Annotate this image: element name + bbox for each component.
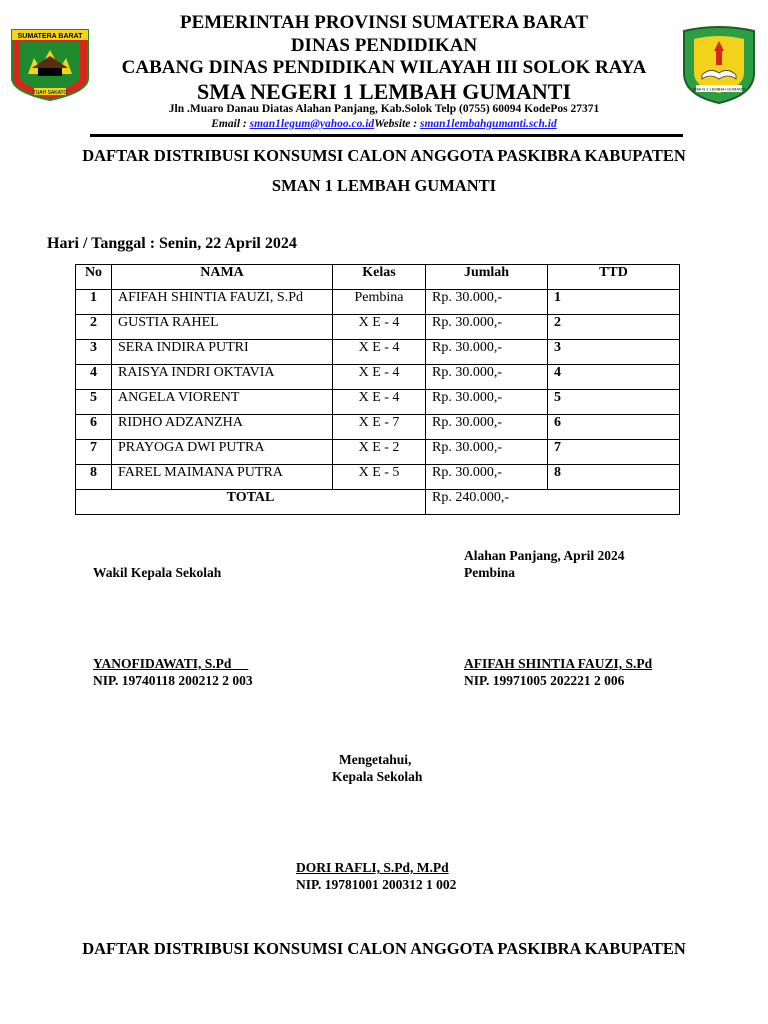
cell-nama: AFIFAH SHINTIA FAUZI, S.Pd — [112, 290, 333, 315]
cell-no: 5 — [76, 390, 112, 415]
cell-nama: SERA INDIRA PUTRI — [112, 340, 333, 365]
table-row — [76, 465, 680, 490]
vice-principal-name: YANOFIDAWATI, S.Pd — [93, 656, 249, 671]
distribution-table — [75, 264, 680, 515]
cell-ttd: 6 — [548, 415, 680, 440]
cell-nama: GUSTIA RAHEL — [112, 315, 333, 340]
email-link[interactable]: sman1legum@yahoo.co.id — [249, 118, 375, 130]
cell-jumlah: Rp. 30.000,- — [426, 290, 548, 315]
header-kelas: Kelas — [333, 265, 426, 290]
cell-no: 6 — [76, 415, 112, 440]
cell-kelas: X E - 4 — [333, 365, 426, 390]
vice-principal-role: Wakil Kepala Sekolah — [93, 565, 222, 580]
cell-kelas: X E - 4 — [333, 390, 426, 415]
cell-no: 8 — [76, 465, 112, 490]
letterhead-school-name: SMA NEGERI 1 LEMBAH GUMANTI — [196, 79, 572, 104]
cell-ttd: 5 — [548, 390, 680, 415]
cell-jumlah: Rp. 30.000,- — [426, 390, 548, 415]
cell-jumlah: Rp. 30.000,- — [426, 365, 548, 390]
letterhead-contact — [0, 118, 768, 130]
letterhead-address: Jln .Muaro Danau Diatas Alahan Panjang, Kab.Solok Telp (0755) 60094 KodePos 27371 — [168, 103, 600, 115]
cell-jumlah: Rp. 30.000,- — [426, 465, 548, 490]
table-total-row — [76, 490, 680, 515]
principal-nip: NIP. 19781001 200312 1 002 — [296, 877, 457, 892]
table-row — [76, 290, 680, 315]
total-label: TOTAL — [76, 490, 426, 515]
cell-no: 4 — [76, 365, 112, 390]
cell-ttd: 2 — [548, 315, 680, 340]
table-row — [76, 390, 680, 415]
cell-nama: FAREL MAIMANA PUTRA — [112, 465, 333, 490]
header-ttd: TTD — [548, 265, 680, 290]
cell-no: 3 — [76, 340, 112, 365]
cell-no: 1 — [76, 290, 112, 315]
cell-ttd: 4 — [548, 365, 680, 390]
acknowledged-label: Mengetahui, — [339, 752, 412, 767]
table-row — [76, 340, 680, 365]
next-page-title: DAFTAR DISTRIBUSI KONSUMSI CALON ANGGOTA PASKIBRA KABUPATEN — [82, 939, 686, 958]
cell-nama: PRAYOGA DWI PUTRA — [112, 440, 333, 465]
cell-nama: RIDHO ADZANZHA — [112, 415, 333, 440]
cell-no: 7 — [76, 440, 112, 465]
cell-jumlah: Rp. 30.000,- — [426, 415, 548, 440]
principal-role: Kepala Sekolah — [332, 769, 423, 784]
cell-ttd: 3 — [548, 340, 680, 365]
letterhead-divider — [90, 134, 683, 137]
letterhead-branch: CABANG DINAS PENDIDIKAN WILAYAH III SOLOK RAYA — [121, 57, 647, 78]
cell-kelas: Pembina — [333, 290, 426, 315]
supervisor-name: AFIFAH SHINTIA FAUZI, S.Pd — [464, 656, 653, 671]
cell-ttd: 7 — [548, 440, 680, 465]
date-line: Hari / Tanggal : Senin, 22 April 2024 — [47, 235, 297, 252]
table-row — [76, 365, 680, 390]
website-link[interactable]: sman1lembahgumanti.sch.id — [419, 118, 557, 130]
header-nama: NAMA — [112, 265, 333, 290]
cell-kelas: X E - 7 — [333, 415, 426, 440]
cell-jumlah: Rp. 30.000,- — [426, 440, 548, 465]
cell-jumlah: Rp. 30.000,- — [426, 315, 548, 340]
document-subtitle: SMAN 1 LEMBAH GUMANTI — [271, 176, 497, 195]
table-row — [76, 415, 680, 440]
table-row — [76, 440, 680, 465]
cell-kelas: X E - 4 — [333, 315, 426, 340]
place-date: Alahan Panjang, April 2024 — [464, 548, 625, 563]
svg-text:SMA N 1 LEMBAH GUMANTI: SMA N 1 LEMBAH GUMANTI — [692, 86, 746, 92]
website-label: Website : — [374, 118, 420, 130]
svg-text:SUMATERA BARAT: SUMATERA BARAT — [17, 33, 83, 40]
cell-kelas: X E - 4 — [333, 340, 426, 365]
supervisor-role: Pembina — [464, 565, 516, 580]
total-value: Rp. 240.000,- — [426, 490, 680, 515]
cell-kelas: X E - 5 — [333, 465, 426, 490]
cell-kelas: X E - 2 — [333, 440, 426, 465]
supervisor-nip: NIP. 19971005 202221 2 006 — [464, 673, 625, 688]
cell-no: 2 — [76, 315, 112, 340]
email-label: Email : — [211, 118, 250, 130]
cell-nama: ANGELA VIORENT — [112, 390, 333, 415]
cell-jumlah: Rp. 30.000,- — [426, 340, 548, 365]
cell-nama: RAISYA INDRI OKTAVIA — [112, 365, 333, 390]
document-title: DAFTAR DISTRIBUSI KONSUMSI CALON ANGGOTA PASKIBRA KABUPATEN — [82, 146, 686, 165]
header-jumlah: Jumlah — [426, 265, 548, 290]
cell-ttd: 8 — [548, 465, 680, 490]
table-header-row — [76, 265, 680, 290]
cell-ttd: 1 — [548, 290, 680, 315]
letterhead-government: PEMERINTAH PROVINSI SUMATERA BARAT — [179, 12, 588, 33]
table-row — [76, 315, 680, 340]
principal-name: DORI RAFLI, S.Pd, M.Pd — [296, 860, 449, 875]
svg-text:TUAH SAKATO: TUAH SAKATO — [32, 90, 68, 96]
header-no: No — [76, 265, 112, 290]
vice-principal-nip: NIP. 19740118 200212 2 003 — [93, 673, 253, 688]
letterhead-department: DINAS PENDIDIKAN — [290, 35, 478, 56]
